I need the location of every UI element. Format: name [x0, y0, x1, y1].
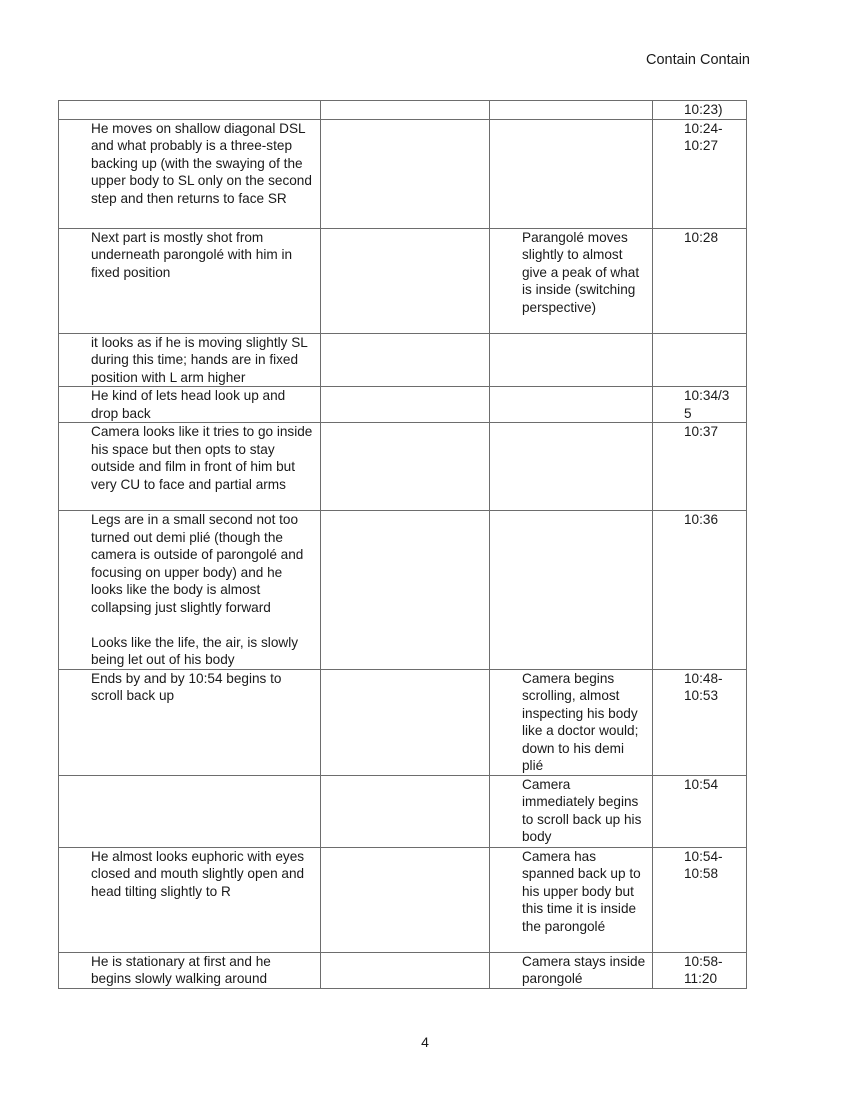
- timecode-cell: [653, 669, 747, 775]
- movement-cell-text: He moves on shallow diagonal DSL and what probably is a three-step backing up (with the swaying of the upper body to SL only on the second step and then returns to face SR: [91, 120, 316, 206]
- notes-cell: [321, 101, 490, 120]
- timecode-cell: [653, 387, 747, 423]
- camera-cell-text: Camera begins scrolling, almost inspecting his body like a doctor would; down to his demi plié: [522, 670, 643, 773]
- table-row: [59, 511, 747, 670]
- movement-cell: [59, 387, 321, 423]
- table-row: [59, 669, 747, 775]
- table-row: [59, 119, 747, 228]
- table-row: [59, 101, 747, 120]
- movement-cell-text: Legs are in a small second not too turned out demi plié (though the camera is outside of parongolé and focusing on upper body) and he looks like the body is almost collapsing just slightly forward Looks like the life, the air, is slowly being let out of his body: [91, 512, 304, 667]
- timecode-cell-text: 10:28: [684, 229, 719, 245]
- timecode-cell: [653, 775, 747, 847]
- notes-cell: [321, 952, 490, 988]
- camera-cell: [490, 511, 653, 670]
- timecode-cell: [653, 847, 747, 952]
- movement-cell: [59, 333, 321, 387]
- timecode-cell: [653, 511, 747, 670]
- movement-cell: [59, 423, 321, 511]
- notes-cell: [321, 387, 490, 423]
- timecode-cell: [653, 119, 747, 228]
- timecode-cell-text: 10:58- 11:20: [684, 953, 723, 986]
- timecode-cell-text: 10:24- 10:27: [684, 120, 723, 153]
- movement-cell-text: Next part is mostly shot from underneath parongolé with him in fixed position: [91, 229, 296, 280]
- observation-table-body: [59, 101, 747, 989]
- movement-cell: [59, 511, 321, 670]
- running-header: Contain Contain: [646, 52, 750, 68]
- table-row: [59, 952, 747, 988]
- timecode-cell-text: 10:23): [684, 102, 723, 117]
- camera-cell: [490, 101, 653, 120]
- notes-cell: [321, 423, 490, 511]
- timecode-cell-text: 10:34/3 5: [684, 388, 730, 421]
- movement-cell: [59, 119, 321, 228]
- camera-cell-text: Camera has spanned back up to his upper body but this time it is inside the parongolé: [522, 848, 645, 934]
- timecode-cell: [653, 101, 747, 120]
- timecode-cell-text: 10:54: [684, 776, 719, 792]
- notes-cell: [321, 511, 490, 670]
- movement-cell: [59, 847, 321, 952]
- camera-cell: [490, 669, 653, 775]
- camera-cell: [490, 775, 653, 847]
- movement-cell-text: Camera looks like it tries to go inside his space but then opts to stay outside and film in front of him but very CU to face and partial arms: [91, 424, 317, 492]
- table-row: [59, 387, 747, 423]
- movement-cell-text: it looks as if he is moving slightly SL during this time; hands are in fixed position with L arm higher: [91, 334, 312, 385]
- timecode-cell: [653, 423, 747, 511]
- movement-cell: [59, 669, 321, 775]
- timecode-cell-text: 10:54- 10:58: [684, 848, 723, 881]
- camera-cell: [490, 119, 653, 228]
- timecode-cell-text: 10:48- 10:53: [684, 670, 723, 703]
- notes-cell: [321, 333, 490, 387]
- notes-cell: [321, 669, 490, 775]
- timecode-cell-text: 10:37: [684, 424, 719, 439]
- camera-cell: [490, 228, 653, 333]
- notes-cell: [321, 119, 490, 228]
- movement-cell-text: He is stationary at first and he begins slowly walking around: [91, 953, 275, 986]
- camera-cell: [490, 387, 653, 423]
- movement-cell-text: He kind of lets head look up and drop back: [91, 388, 290, 421]
- camera-cell: [490, 847, 653, 952]
- movement-cell-text: He almost looks euphoric with eyes closed and mouth slightly open and head tilting slightly to R: [91, 848, 308, 899]
- camera-cell: [490, 952, 653, 988]
- camera-cell: [490, 423, 653, 511]
- timecode-cell: [653, 228, 747, 333]
- camera-cell: [490, 333, 653, 387]
- observation-table: [58, 100, 747, 989]
- movement-cell: [59, 228, 321, 333]
- notes-cell: [321, 775, 490, 847]
- table-row: [59, 775, 747, 847]
- notes-cell: [321, 847, 490, 952]
- movement-cell: [59, 101, 321, 120]
- table-row: [59, 228, 747, 333]
- table-row: [59, 423, 747, 511]
- camera-cell-text: Camera immediately begins to scroll back up his body: [522, 776, 646, 844]
- movement-cell: [59, 775, 321, 847]
- notes-cell: [321, 228, 490, 333]
- timecode-cell-text: 10:36: [684, 512, 719, 527]
- table-row: [59, 333, 747, 387]
- movement-cell: [59, 952, 321, 988]
- page-number: 4: [421, 1034, 429, 1050]
- table-row: [59, 847, 747, 952]
- camera-cell-text: Camera stays inside parongolé: [522, 953, 649, 986]
- timecode-cell: [653, 952, 747, 988]
- timecode-cell: [653, 333, 747, 387]
- movement-cell-text: Ends by and by 10:54 begins to scroll back up: [91, 670, 286, 703]
- camera-cell-text: Parangolé moves slightly to almost give a peak of what is inside (switching perspective): [522, 229, 643, 315]
